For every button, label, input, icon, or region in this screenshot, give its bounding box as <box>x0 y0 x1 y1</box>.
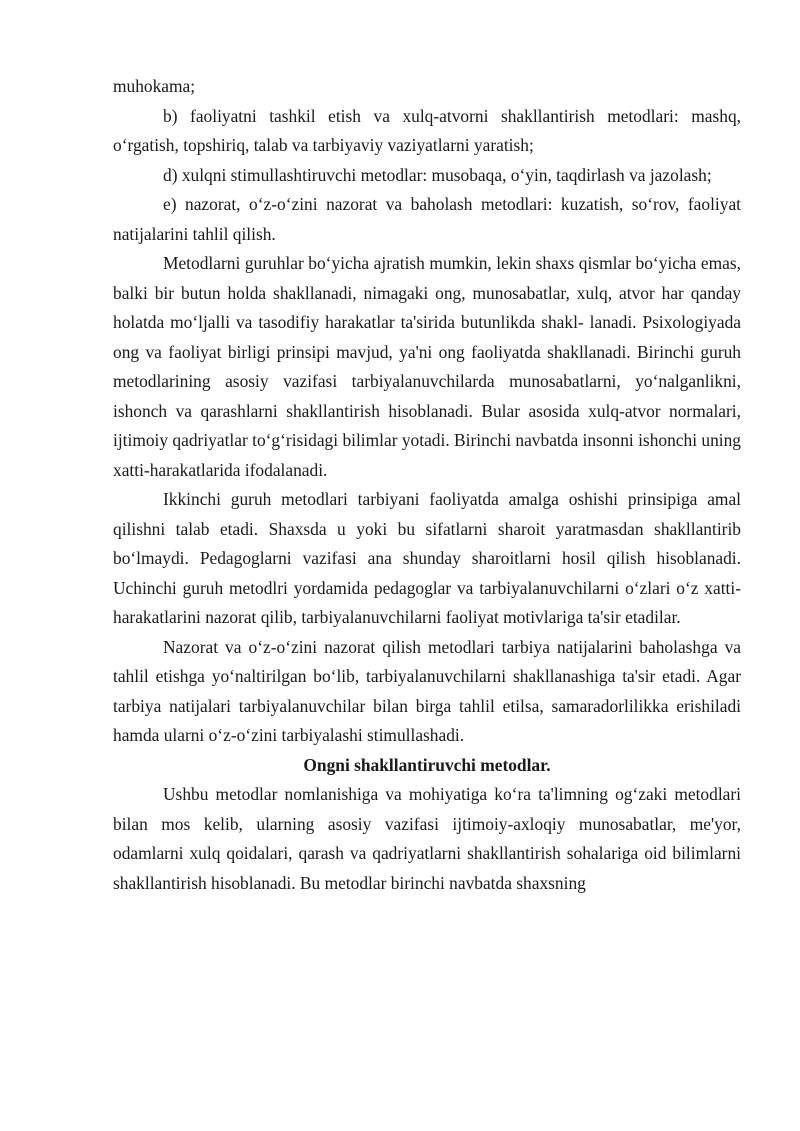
list-item-b: b) faoliyatni tashkil etish va xulq-atvorni shakllantirish metodlari: mashq, o‘rgatish, topshiriq, talab va tarbiyaviy vaziyatlarni yaratish; <box>113 105 741 155</box>
paragraph-consciousness-methods: Ushbu metodlar nomlanishiga va mohiyatiga ko‘ra ta'limning og‘zaki metodlari bilan mos kelib, ularning asosiy vazifasi ijtimoiy-axloqiy munosabatlar, me'yor, odamlarni xulq qoidalari, qarash va qadriyatlarni shakllantirish sohalariga oid bilimlarni shakllantirish hisoblanadi. Bu metodlar birinchi navbatda shaxsning <box>113 784 741 893</box>
paragraph-method-groups: Metodlarni guruhlar bo‘yicha ajratish mumkin, lekin shaxs qismlar bo‘yicha emas, balki bir butun holda shakllanadi, nimagaki ong, munosabatlar, xulq, atvor har qanday holatda mo‘ljalli va tasodifiy harakatlar ta'sirida butunlikda shakl- lanadi. Psixologiyada ong va faoliyat birligi prinsipi mavjud, ya'ni ong faoliyatda shakllanadi. Birinchi guruh metodlarining asosiy vazifasi tarbiyalanuvchilarda munosabatlarni, yo‘nalganlikni, ishonch va qarashlarni shakllantirish hisoblanadi. Bular asosida xulq-atvor normalari, ijtimoiy qadriyatlar to‘g‘risidagi bilimlar yotadi. Birinchi navbatda insonni ishonchi uning xatti-harakatlarida ifodalanadi. <box>113 253 741 480</box>
list-item-d: d) xulqni stimullashtiruvchi metodlar: musobaqa, o‘yin, taqdirlash va jazolash; <box>163 164 712 185</box>
section-heading: Ongni shakllantiruvchi metodlar. <box>303 754 551 775</box>
paragraph-second-group: Ikkinchi guruh metodlari tarbiyani faoliyatda amalga oshishi prinsipiga amal qilishni talab etadi. Shaxsda u yoki bu sifatlarni sharoit yaratmasdan shakllantirib bo‘lmaydi. Pedagoglarni vazifasi ana shunday sharoitlarni hosil qilish hisoblanadi. Uchinchi guruh metodlri yordamida pedagoglar va tarbiyalanuvchilarni o‘zlari o‘z xatti-harakatlarini nazorat qilib, tarbiyalanuvchilarni faoliyat motivlariga ta'sir etadilar. <box>113 489 741 627</box>
list-item-e: e) nazorat, o‘z-o‘zini nazorat va baholash metodlari: kuzatish, so‘rov, faoliyat natijalarini tahlil qilish. <box>113 194 741 244</box>
paragraph-continuation: muhokama; <box>113 76 196 96</box>
document-page <box>113 72 741 898</box>
paragraph-control-methods: Nazorat va o‘z-o‘zini nazorat qilish metodlari tarbiya natijalarini baholashga va tahlil etishga yo‘naltirilgan bo‘lib, tarbiyalanuvchilarni shakllanashiga ta'sir etadi. Agar tarbiya natijalari tarbiyalanuvchilar bilan birga tahlil etilsa, samaradorlilikka erishiladi hamda ularni o‘z-o‘zini tarbiyalashi stimullashadi. <box>113 636 741 745</box>
